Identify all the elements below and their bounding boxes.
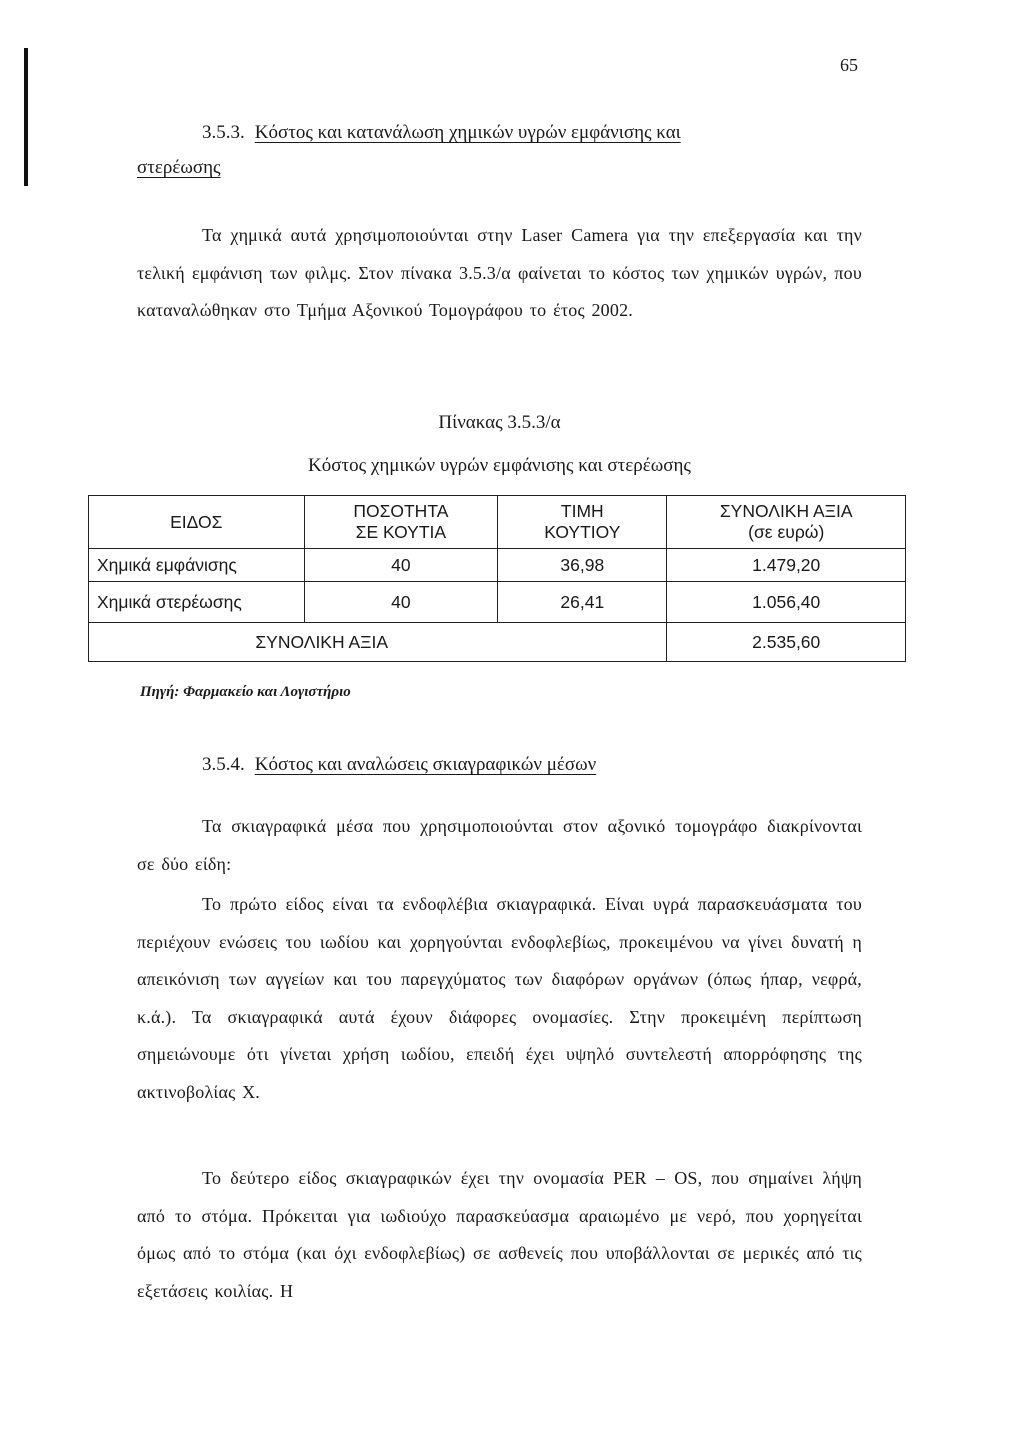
table-row — [89, 549, 906, 582]
section-3-5-4-heading — [202, 754, 596, 776]
page-number: 65 — [840, 55, 858, 75]
section-3-5-3-paragraph: Τα χημικά αυτά χρησιμοποιούνται στην Laser Camera για την επεξεργασία και την τελική εμφάνιση των φιλμς. Στον πίνακα 3.5.3/α φαίνεται το κόστος των χημικών υγρών, που καταναλώθηκαν στο Τμήμα Αξονικού Τομογράφου το έτος 2002. — [137, 225, 862, 321]
header-quantity — [304, 496, 498, 549]
header-price — [498, 496, 667, 549]
section-title: Κόστος και αναλώσεις σκιαγραφικών μέσων — [254, 754, 597, 775]
row-price: 26,41 — [498, 582, 667, 623]
cost-table — [88, 495, 906, 662]
row-type: Χημικά εμφάνισης — [89, 549, 305, 582]
total-label: ΣΥΝΟΛΙΚΗ ΑΞΙΑ — [89, 623, 667, 662]
table-total-row — [89, 623, 906, 662]
table-header-row — [89, 496, 906, 549]
header-total-line1: ΣΥΝΟΛΙΚΗ ΑΞΙΑ — [719, 501, 853, 521]
header-price-line2: ΚΟΥΤΙΟΥ — [544, 522, 621, 542]
row-quantity: 40 — [304, 582, 498, 623]
section-number: 3.5.4. — [202, 754, 245, 775]
section-3-5-4-paragraph-3: Το δεύτερο είδος σκιαγραφικών έχει την ονομασία PER – OS, που σημαίνει λήψη από το στόμα. Πρόκειται για ιωδιούχο παρασκεύασμα αραιωμένο με νερό, που χορηγείται όμως από το στόμα (και όχι ενδοφλεβίως) σε ασθενείς που υποβάλλονται σε μερικές από τις εξετάσεις κοιλίας. Η — [137, 1168, 862, 1301]
header-price-line1: ΤΙΜΗ — [560, 501, 604, 521]
section-3-5-3-heading-line2: στερέωσης — [137, 157, 221, 178]
row-total: 1.056,40 — [667, 582, 906, 623]
section-number: 3.5.3. — [202, 122, 245, 143]
row-total: 1.479,20 — [667, 549, 906, 582]
table-title: Κόστος χημικών υγρών εμφάνισης και στερέωσης — [308, 455, 691, 476]
header-total-line2: (σε ευρώ) — [748, 522, 825, 542]
margin-bar — [24, 48, 28, 186]
header-total — [667, 496, 906, 549]
section-3-5-4-paragraph-2: Το πρώτο είδος είναι τα ενδοφλέβια σκιαγραφικά. Είναι υγρά παρασκευάσματα του περιέχουν ενώσεις του ιωδίου και χορηγούνται ενδοφλεβίως, προκειμένου να γίνει δυνατή η απεικόνιση των αγγείων και του παρεγχύματος των διαφόρων οργάνων (όπως ήπαρ, νεφρά, κ.ά.). Τα σκιαγραφικά αυτά έχουν διάφορες ονομασίες. Στην προκειμένη περίπτωση σημειώνουμε ότι γίνεται χρήση ιωδίου, επειδή έχει υψηλό συντελεστή απορρόφησης της ακτινοβολίας Χ. — [137, 894, 862, 1102]
header-quantity-line1: ΠΟΣΟΤΗΤΑ — [353, 501, 449, 521]
header-type: ΕΙΔΟΣ — [89, 496, 305, 549]
row-price: 36,98 — [498, 549, 667, 582]
table-row — [89, 582, 906, 623]
total-value: 2.535,60 — [667, 623, 906, 662]
row-quantity: 40 — [304, 549, 498, 582]
table-label: Πίνακας 3.5.3/α — [438, 412, 561, 433]
section-title: Κόστος και κατανάλωση χημικών υγρών εμφάνισης και — [254, 122, 681, 143]
section-3-5-3-heading — [202, 122, 681, 144]
section-3-5-4-paragraph-1: Τα σκιαγραφικά μέσα που χρησιμοποιούνται στον αξονικό τομογράφο διακρίνονται σε δύο είδη: — [137, 816, 862, 874]
table-source-note: Πηγή: Φαρμακείο και Λογιστήριο — [140, 684, 351, 700]
row-type: Χημικά στερέωσης — [89, 582, 305, 623]
header-quantity-line2: ΣΕ ΚΟΥΤΙΑ — [355, 522, 447, 542]
